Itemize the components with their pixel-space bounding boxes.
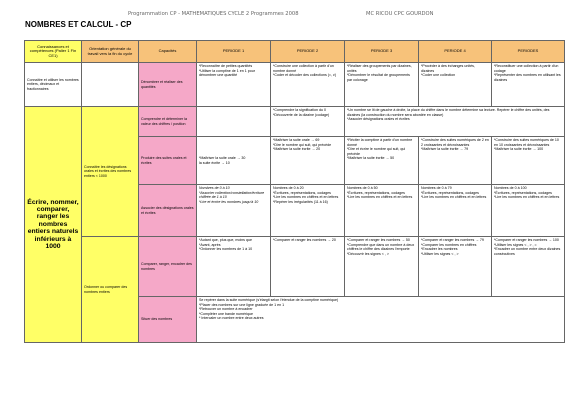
period-2-cell: *Construire une collection à partir d'un nombre donné *Coder et décoder des collections (=, ≠) xyxy=(271,63,345,107)
table-row xyxy=(25,107,565,137)
period-2-cell: *Comprendre la signification du 0 *Découverte de la dizaine (codage) xyxy=(271,107,345,137)
competence-big-cell: Écrire, nommer, comparer, ranger les nombres entiers naturels inférieurs à 1000 xyxy=(25,107,82,343)
period-1-5-cell: Se repérer dans la suite numérique (s'élargit selon l'étendue de la comptine numérique) *Placer des nombres sur une ligne graduée de 1 en 1 *Retrouver un nombre à encadrer *Compléter une bande numérique * Intercaler un nombre entre deux autres xyxy=(197,297,565,343)
period-1-cell: *Reconnaître de petites quantités *Utiliser la comptine de 1 en 1 pour dénombrer une quantité xyxy=(197,63,271,107)
period-1-cell: *Autant que, plus que, moins que *Avant, après *Ordonner les nombres de 1 à 10 xyxy=(197,237,271,297)
col-header-periode-4: PERIODE 4 xyxy=(419,41,492,63)
col-header-orientation: Orientation générale du travail vers la fin du cycle xyxy=(82,41,139,63)
period-1-cell xyxy=(197,107,271,137)
period-3-cell: *Réciter la comptine à partir d'un nombre donné *Dire et écrire le nombre qui suit, qui précède *Maîtriser la suite écrite → 50 xyxy=(345,137,419,185)
period-3-cell: Nombres de 0 à 50 *Écritures, représentations, codages *Lire les nombres en chiffres et en lettres xyxy=(345,185,419,237)
period-2-cell: *Comparer et ranger les nombres → 20 xyxy=(271,237,345,297)
period-2-cell: Nombres de 0 à 20 *Écritures, représentations, codages *Lire les nombres en chiffres et en lettres *Repérer les irrégularités (11 à 16) xyxy=(271,185,345,237)
period-1-cell: *Maîtriser la suite orale → 30 la suite écrite → 10 xyxy=(197,137,271,185)
programme-table xyxy=(24,40,565,343)
period-3-5-cell: *Un nombre se lit de gauche à droite, la place du chiffre dans le nombre détermine sa lecture. Repérer le chiffre des unités, des dizaines (la construction du nombre sera abordée en classe) *Associer désignations orales et écrites xyxy=(345,107,565,137)
period-4-cell: *Procéder à des échanges unités, dizaines *Coder une collection xyxy=(419,63,492,107)
header-right: MC RICOU CPC GOURDON xyxy=(366,11,434,17)
col-header-periode-5: PERIODES xyxy=(492,41,565,63)
period-1-cell: Nombres de 0 à 10 *Associer collection/constellation/écriture chiffrée de 1 à 10 *Lire et écrire les nombres jusqu'à 10 xyxy=(197,185,271,237)
col-header-competences: Connaissances et compétences (Palier 1 Fin CE1) xyxy=(25,41,82,63)
orientation-cell: Connaître les désignations orales et écrites des nombres entiers < 1000 xyxy=(82,107,139,237)
header-left: Programmation CP - MATHEMATIQUES CYCLE 2 Programmes 2008 xyxy=(128,11,299,17)
period-4-cell: *Comparer et ranger les nombres → 79 *Comparer les nombres en chiffres *Encadrer les nombres *Utiliser les signes < , > xyxy=(419,237,492,297)
header-row xyxy=(25,41,565,63)
orientation-cell: Ordonner ou comparer des nombres entiers xyxy=(82,237,139,343)
period-5-cell: *Reconstituer une collection à partir d'un codage *Représenter des nombres en utilisant les dizaines xyxy=(492,63,565,107)
period-4-cell: Nombres de 0 à 79 *Écritures, représentations, codages *Lire les nombres en chiffres et en lettres xyxy=(419,185,492,237)
capacity-cell: Situer des nombres xyxy=(139,297,197,343)
col-header-periode-3: PERIODE 3 xyxy=(345,41,419,63)
col-header-periode-1: PERIODE 1 xyxy=(197,41,271,63)
table-row xyxy=(25,63,565,107)
period-3-cell: *Réaliser des groupements par dizaines, unités *Dénombrer le résultat de groupements par colonage xyxy=(345,63,419,107)
capacity-cell: Associer des désignations orales et écrites xyxy=(139,185,197,237)
capacity-cell: Produire des suites orales et écrites xyxy=(139,137,197,185)
period-2-cell: *Maîtriser la suite orale → 69 *Dire le nombre qui suit, qui précède *Maîtriser la suite écrite → 20 xyxy=(271,137,345,185)
period-5-cell: *Construire des suites numériques de 10 en 10 croissantes et décroissantes *Maîtriser la suite écrite → 100 xyxy=(492,137,565,185)
period-4-cell: *Construire des suites numériques de 2 en 2 croissantes et décroissantes *Maîtriser la suite écrite → 79 xyxy=(419,137,492,185)
col-header-periode-2: PERIODE 2 xyxy=(271,41,345,63)
competence-cell: Connaître et utiliser les nombres entiers, décimaux et fractionnaires xyxy=(25,63,82,107)
capacity-cell: Comprendre et déterminer la valeur des chiffres / position xyxy=(139,107,197,137)
capacity-cell: Dénombrer et réaliser des quantités xyxy=(139,63,197,107)
page-title: NOMBRES ET CALCUL - CP xyxy=(25,20,132,29)
col-header-capacites: Capacités xyxy=(139,41,197,63)
period-5-cell: *Comparer et ranger les nombres → 100 *Utiliser les signes < , > , = *Encadrer un nombre entre deux dizaines consécutives xyxy=(492,237,565,297)
table-row xyxy=(25,237,565,297)
period-5-cell: Nombres de 0 à 100 *Écritures, représentations, codages *Lire les nombres en chiffres et en lettres xyxy=(492,185,565,237)
period-3-cell: *Comparer et ranger les nombres → 50 *Comprendre que dans un nombre à deux chiffres le chiffre des dizaines l'emporte *Découvrir les signes < , > xyxy=(345,237,419,297)
capacity-cell: Comparer, ranger, encadrer des nombres xyxy=(139,237,197,297)
orientation-cell-empty xyxy=(82,63,139,107)
